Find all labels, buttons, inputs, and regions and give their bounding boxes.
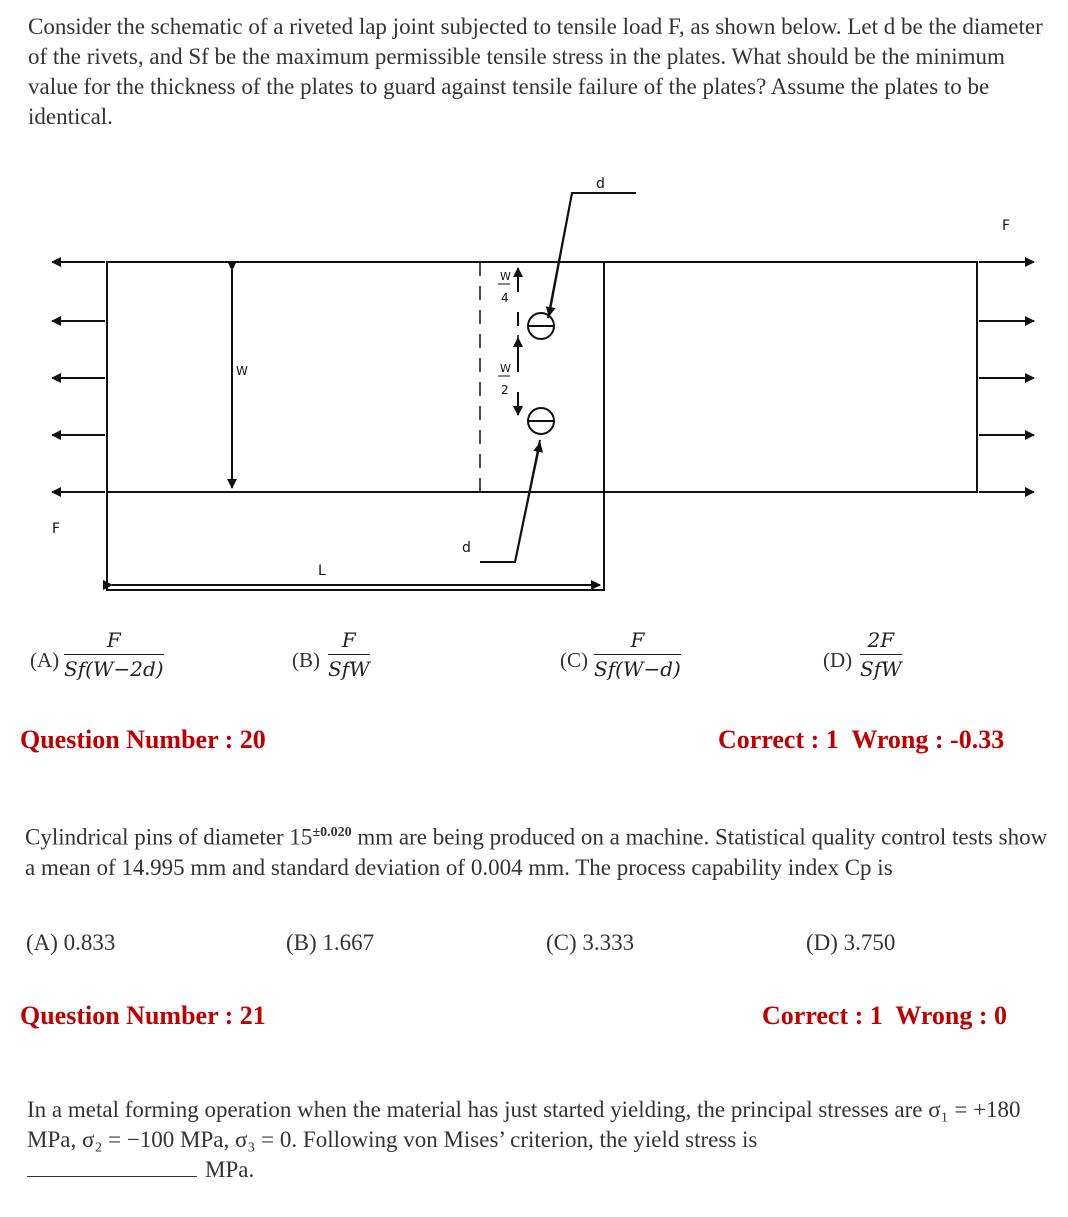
tolerance: ±0.020	[312, 825, 352, 840]
option-a-denominator: Sf(W−2d)	[64, 657, 164, 681]
option-20-b[interactable]: (B) 1.667	[286, 930, 375, 955]
label-w4-num: W	[500, 270, 511, 283]
option-d-numerator: 2F	[860, 628, 902, 655]
question-text-21-part-a: In a metal forming operation when the material has just started yielding, the principal stresses are σ₁ = +180 MPa, σ₂ = −100 MPa, σ₃ = 0. Following von Mises’ criterion, the yield stress is	[27, 1097, 1021, 1152]
option-d-label: (D)	[823, 648, 853, 672]
question-text-20-part-b: mm are being produced on a machine. Statistical quality control tests show a mean of 14.995 mm and standard deviation of 0.004 mm. The process capability index Cp is	[25, 824, 1048, 880]
label-w: W	[236, 364, 248, 378]
option-c-label: (C)	[560, 648, 588, 672]
option-a-label: (A)	[30, 648, 60, 672]
question-text: Consider the schematic of a riveted lap joint subjected to tensile load F, as shown below. Let d be the diameter of the rivets, and Sf be the maximum permissible tensile stress in the plates. What should be the minimum value for the thickness of the plates to guard against tensile failure of the plates? Assume the plates to be identical.	[28, 14, 1043, 129]
option-b-formula[interactable]	[328, 628, 370, 681]
label-l: L	[318, 563, 326, 579]
label-w2-den: 2	[501, 383, 509, 397]
label-w4-den: 4	[501, 291, 509, 305]
option-20-c[interactable]: (C) 3.333	[546, 930, 635, 955]
option-20-d[interactable]: (D) 3.750	[806, 930, 896, 955]
question-number-21: Question Number : 21	[20, 1001, 266, 1030]
option-c-formula[interactable]	[594, 628, 681, 681]
option-b-numerator: F	[328, 628, 370, 655]
label-f-right: F	[1002, 218, 1011, 234]
option-b-denominator: SfW	[328, 657, 370, 681]
label-f-left: F	[52, 521, 61, 537]
option-d-denominator: SfW	[860, 657, 902, 681]
option-c-numerator: F	[594, 628, 681, 655]
option-c-denominator: Sf(W−d)	[594, 657, 681, 681]
marks-info-21: Correct : 1 Wrong : 0	[762, 1001, 1008, 1030]
label-d-top: d	[596, 176, 605, 192]
question-text-20-part-a: Cylindrical pins of diameter 15	[25, 824, 313, 850]
question-number-20: Question Number : 20	[20, 725, 266, 754]
question-text-20	[25, 818, 1055, 883]
answer-blank[interactable]	[27, 1176, 197, 1177]
marks-info-20: Correct : 1 Wrong : -0.33	[718, 725, 1005, 754]
option-a-numerator: F	[64, 628, 164, 655]
label-w2-num: W	[500, 362, 511, 375]
option-d-formula[interactable]	[860, 628, 902, 681]
option-a-formula[interactable]	[64, 628, 164, 681]
label-d-bottom: d	[462, 540, 471, 556]
question-text-21-part-b: MPa.	[205, 1157, 255, 1182]
option-b-label: (B)	[292, 648, 320, 672]
option-20-a[interactable]: (A) 0.833	[26, 930, 116, 955]
question-text-21	[27, 1095, 1052, 1185]
